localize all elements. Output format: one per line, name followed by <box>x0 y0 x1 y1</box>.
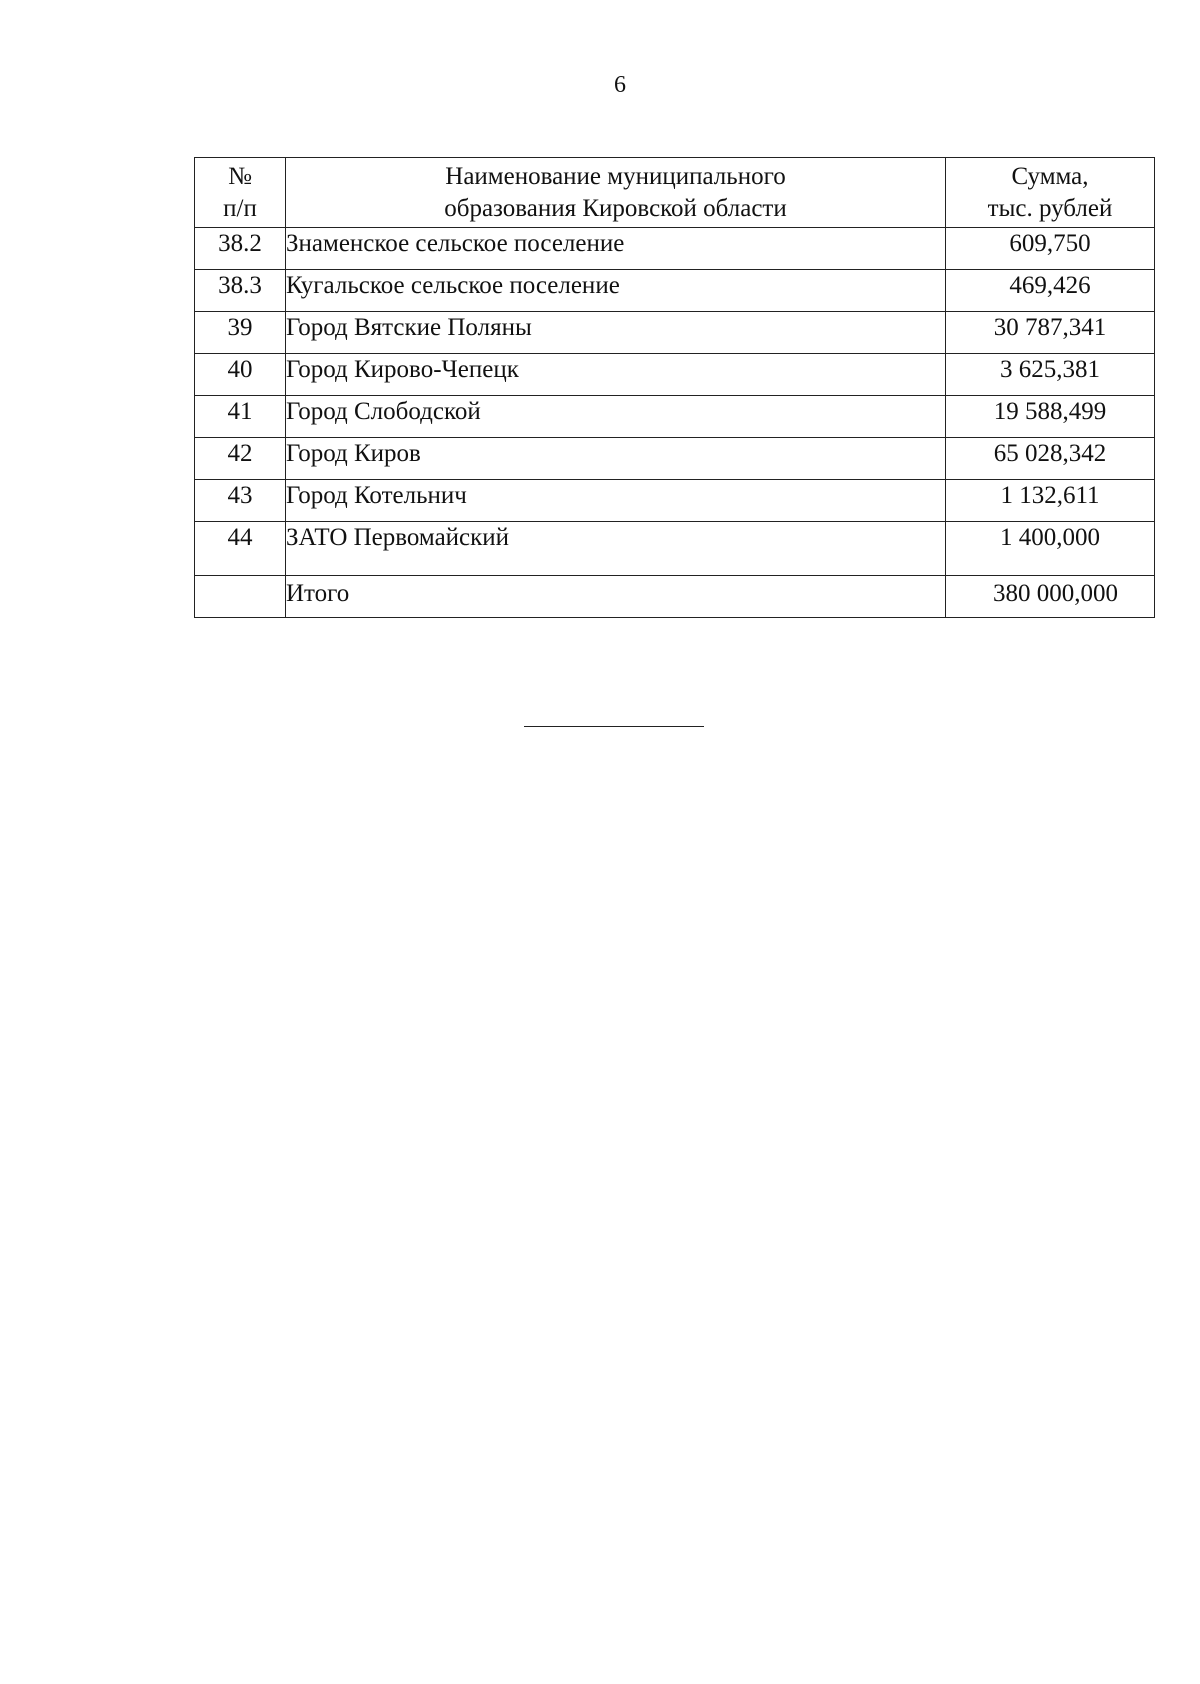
table-row <box>195 270 1155 312</box>
row-sum: 469,426 <box>946 270 1155 312</box>
table-row <box>195 354 1155 396</box>
row-name: Город Кирово-Чепецк <box>286 354 946 396</box>
row-number: 42 <box>195 438 286 480</box>
table-header-row <box>195 158 1155 228</box>
table-row <box>195 522 1155 576</box>
row-name: Город Киров <box>286 438 946 480</box>
header-sum-line1: Сумма, <box>1011 163 1089 191</box>
end-of-document-rule <box>524 726 704 727</box>
row-number: 41 <box>195 396 286 438</box>
table-row <box>195 312 1155 354</box>
header-name <box>286 158 946 228</box>
row-sum: 1 400,000 <box>946 522 1155 576</box>
table-row <box>195 480 1155 522</box>
header-number <box>195 158 286 228</box>
header-sum-line2: тыс. рублей <box>987 194 1113 222</box>
row-sum: 3 625,381 <box>946 354 1155 396</box>
header-name-line2: образования Кировской области <box>444 194 787 222</box>
row-name: Город Котельнич <box>286 480 946 522</box>
row-sum: 19 588,499 <box>946 396 1155 438</box>
row-sum: 65 028,342 <box>946 438 1155 480</box>
header-name-line1: Наименование муниципального <box>445 163 786 191</box>
table-row <box>195 438 1155 480</box>
header-number-line1: № <box>228 163 252 191</box>
row-sum: 609,750 <box>946 228 1155 270</box>
row-number: 43 <box>195 480 286 522</box>
page-number: 6 <box>614 72 626 98</box>
row-name: Город Вятские Поляны <box>286 312 946 354</box>
row-number: 44 <box>195 522 286 576</box>
row-number: 40 <box>195 354 286 396</box>
row-number: 38.3 <box>195 270 286 312</box>
row-sum: 30 787,341 <box>946 312 1155 354</box>
row-name: Город Слободской <box>286 396 946 438</box>
row-number: 39 <box>195 312 286 354</box>
row-number: 38.2 <box>195 228 286 270</box>
row-name: Кугальское сельское поселение <box>286 270 946 312</box>
total-sum: 380 000,000 <box>946 576 1155 618</box>
header-number-line2: п/п <box>223 194 257 222</box>
row-sum: 1 132,611 <box>946 480 1155 522</box>
total-label: Итого <box>286 576 946 618</box>
row-name: Знаменское сельское поселение <box>286 228 946 270</box>
total-row <box>195 576 1155 618</box>
row-name: ЗАТО Первомайский <box>286 522 946 576</box>
header-sum <box>946 158 1155 228</box>
table-row <box>195 396 1155 438</box>
allocation-table <box>194 157 1155 618</box>
total-number <box>195 576 286 618</box>
table-row <box>195 228 1155 270</box>
